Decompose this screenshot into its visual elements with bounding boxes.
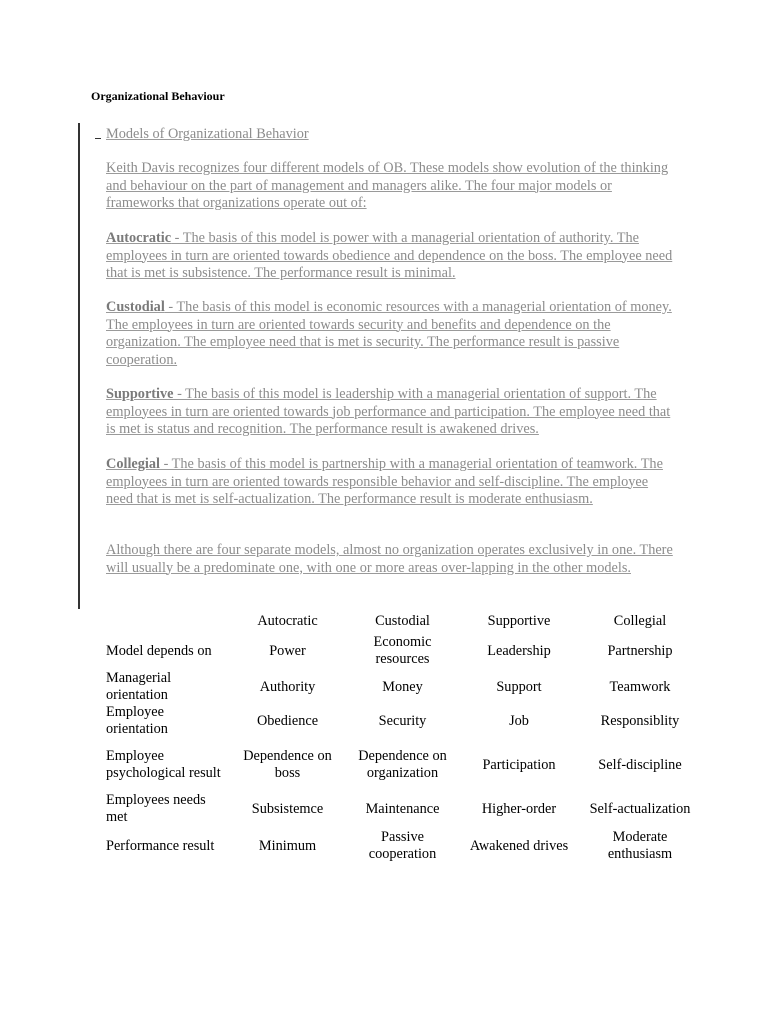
intro-paragraph: Keith Davis recognizes four different models of OB. These models show evolution of the thinking and behaviour on the part of management and managers alike. The four major models or frameworks that organizations operate out of: (106, 160, 669, 211)
row-label: Performance result (106, 837, 215, 854)
table-row (101, 704, 702, 738)
row-label: Model depends on (106, 642, 212, 659)
table-cell: Responsiblity (600, 712, 680, 729)
table-cell: Higher-order (481, 800, 557, 817)
model-paragraph-custodial (106, 299, 676, 369)
model-name: Autocratic (106, 230, 172, 246)
table-cell: Job (509, 712, 529, 729)
row-label: Employee orientation (106, 704, 168, 737)
table-cell: Subsistemce (251, 800, 324, 817)
column-header: Custodial (375, 612, 430, 629)
table-cell: Support (496, 678, 542, 695)
change-bar (78, 123, 80, 609)
column-header: Autocratic (257, 612, 318, 629)
table-cell: Awakened drives (469, 837, 569, 854)
table-row (101, 826, 702, 866)
table-cell: Power (269, 642, 306, 659)
table-cell: Passive cooperation (368, 829, 437, 862)
document-heading: Organizational Behaviour (91, 89, 225, 103)
column-header: Supportive (487, 612, 551, 629)
row-label: Managerial orientation (106, 670, 172, 703)
model-description: - The basis of this model is power with a managerial orientation of authority. The employees in turn are oriented towards obedience and dependence on the boss. The employee need that is met is subsistence. The performance result is minimal. (106, 230, 673, 281)
table-cell: Dependence on organization (358, 748, 447, 781)
column-header: Collegial (613, 612, 667, 629)
table-cell: Authority (259, 678, 316, 695)
table-cell: Obedience (256, 712, 319, 729)
table-row (101, 792, 702, 826)
model-description: - The basis of this model is leadership with a managerial orientation of support. The employees in turn are oriented towards job performance and participation. The employee need that is met is status and recognition. The performance result is awakened drives. (106, 386, 671, 437)
table-cell: Moderate enthusiasm (607, 829, 673, 862)
table-cell: Security (378, 712, 427, 729)
table-cell: Teamwork (609, 678, 671, 695)
change-marker (95, 138, 101, 139)
table-cell: Self-actualization (589, 800, 691, 817)
table-cell: Minimum (258, 837, 317, 854)
model-name: Collegial (106, 456, 161, 472)
model-paragraph-collegial (106, 456, 676, 509)
models-comparison-table (101, 610, 702, 866)
table-row (101, 738, 702, 792)
table-row (101, 632, 702, 670)
table-cell: Money (382, 678, 423, 695)
model-name: Supportive (106, 386, 174, 402)
table-cell: Participation (482, 756, 556, 773)
table-cell: Self-discipline (598, 756, 682, 773)
table-cell: Maintenance (365, 800, 440, 817)
closing-paragraph: Although there are four separate models, almost no organization operates exclusively in one. There will usually be a predominate one, with one or more areas over-lapping in the other models. (106, 542, 673, 576)
model-name: Custodial (106, 299, 165, 315)
table-row (101, 670, 702, 704)
section-title: Models of Organizational Behavior (106, 126, 309, 142)
table-header-row (101, 610, 702, 632)
table-cell: Partnership (607, 642, 673, 659)
table-cell: Economic resources (373, 634, 432, 667)
model-paragraph-autocratic (106, 230, 676, 283)
table-cell: Dependence on boss (243, 748, 332, 781)
model-description: - The basis of this model is partnership with a managerial orientation of teamwork. The employees in turn are oriented towards responsible behavior and self-discipline. The employee need that is met is self-actualization. The performance result is moderate enthusiasm. (106, 456, 663, 507)
table-corner (101, 610, 230, 632)
row-label: Employee psychological result (106, 748, 221, 781)
model-paragraph-supportive (106, 386, 676, 439)
model-description: - The basis of this model is economic resources with a managerial orientation of money. The employees in turn are oriented towards security and benefits and dependence on the organization. The employee need that is met is security. The performance result is passive cooperation. (106, 299, 672, 368)
table-cell: Leadership (487, 642, 551, 659)
row-label: Employees needs met (106, 792, 206, 825)
